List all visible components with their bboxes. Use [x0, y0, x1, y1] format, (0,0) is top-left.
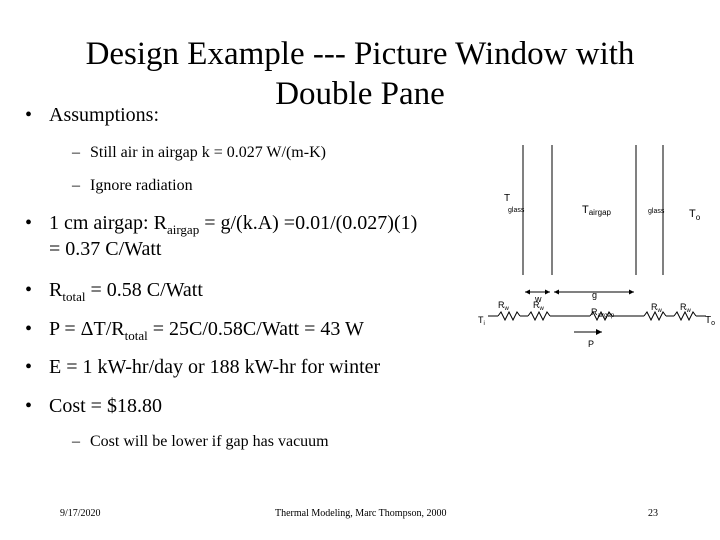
- label-glass-left: glass: [508, 207, 525, 214]
- sub-bullet-still-air: – Still air in airgap k = 0.027 W/(m-K): [72, 144, 326, 161]
- power-pre: P = ΔT/R: [49, 318, 125, 340]
- airgap-line2: = 0.37 C/Watt: [49, 238, 162, 260]
- sub-bullet-radiation-text: Ignore radiation: [90, 177, 193, 194]
- energy-text: E = 1 kW-hr/day or 188 kW-hr for winter: [49, 356, 381, 378]
- label-to-node: $T_o$: [705, 315, 716, 327]
- slide-title: Design Example --- Picture Window with Double Pane: [85, 36, 635, 112]
- airgap-pre: 1 cm airgap: R: [49, 212, 167, 234]
- label-rw-4: $R_w$: [680, 302, 691, 314]
- label-rw-2: $R_w$: [533, 300, 544, 312]
- footer-page-number: 23: [648, 508, 658, 519]
- label-rw-1: $R_w$: [498, 300, 509, 312]
- airgap-sub: airgap: [166, 222, 200, 237]
- resistor-rw-3: [644, 312, 666, 320]
- resistor-rw-1: [498, 312, 520, 320]
- label-r-airgap: $R_{airgap}$: [591, 307, 615, 319]
- power-post: = 25C/0.58C/Watt = 43 W: [147, 318, 364, 340]
- power-sub: total: [124, 328, 148, 343]
- label-to: $T_o$: [689, 208, 701, 222]
- label-ti-node: $T_i$: [478, 315, 485, 327]
- resistor-rw-4: [674, 312, 696, 320]
- resistor-rw-2: [528, 312, 550, 320]
- label-w: w: [535, 294, 542, 304]
- rtotal-post: = 0.58 C/Watt: [85, 279, 203, 301]
- window-thermal-diagram: [460, 140, 720, 360]
- label-rw-3: $R_w$: [651, 302, 662, 314]
- sub-bullet-still-air-text: Still air in airgap k = 0.027 W/(m-K): [90, 144, 326, 161]
- heat-flow-arrowhead: [596, 329, 602, 335]
- bullet-dot: •: [25, 104, 33, 126]
- footer-credit: Thermal Modeling, Marc Thompson, 2000: [275, 508, 447, 519]
- assumptions-label: Assumptions:: [49, 104, 160, 126]
- label-g: g: [592, 290, 598, 300]
- sub-bullet-vacuum-text: Cost will be lower if gap has vacuum: [90, 433, 329, 450]
- footer-date: 9/17/2020: [60, 508, 101, 519]
- airgap-post: = g/(k.A) =0.01/(0.027)(1): [199, 212, 418, 234]
- label-glass-right: glass: [648, 208, 665, 215]
- label-ti: T: [504, 193, 511, 204]
- sub-bullet-radiation: – Ignore radiation: [72, 177, 193, 194]
- rtotal-sub: total: [62, 289, 86, 304]
- label-p: P: [588, 339, 595, 349]
- rtotal-pre: R: [49, 279, 63, 301]
- label-t-airgap: Tairgap: [582, 204, 611, 217]
- cost-text: Cost = $18.80: [49, 395, 162, 417]
- sub-bullet-vacuum: – Cost will be lower if gap has vacuum: [72, 433, 329, 450]
